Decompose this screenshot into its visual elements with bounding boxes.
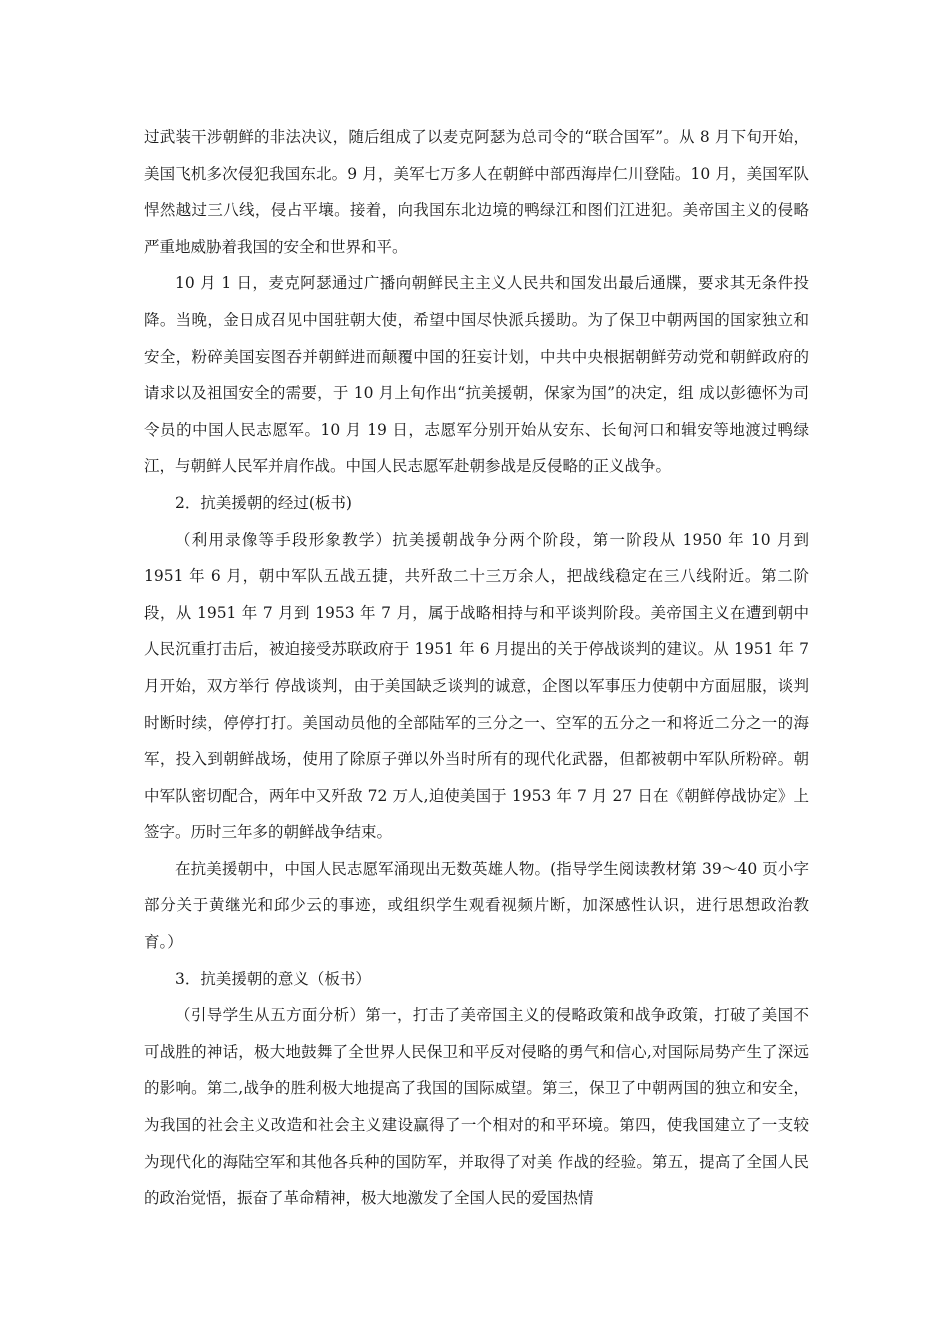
document-body [144,119,809,1217]
paragraph-two-stages: （利用录像等手段形象教学）抗美援朝战争分两个阶段，第一阶段从 1950 年 10 月到 1951 年 6 月，朝中军队五战五捷，共歼敌二十三万余人，把战线稳定在三八线附近。第二阶段，从 1951 年 7 月到 1953 年 7 月，属于战略相持与和平谈判阶段。美帝国主义在遭到朝中人民沉重打击后，被迫接受苏联政府于 1951 年 6 月提出的关于停战谈判的建议。从 1951 年 7 月开始，双方举行 停战谈判，由于美国缺乏谈判的诚意，企图以军事压力使朝中方面屈服，谈判时断时续，停停打打。美国动员他的全部陆军的三分之一、空军的五分之一和将近二分之一的海军，投入到朝鲜战场，使用了除原子弹以外当时所有的现代化武器，但都被朝中军队所粉碎。朝中军队密切配合，两年中又歼敌 72 万人,迫使美国于 1953 年 7 月 27 日在《朝鲜停战协定》上签字。历时三年多的朝鲜战争结束。 [144,530,809,842]
paragraph-un-resolution: 过武装干涉朝鲜的非法决议，随后组成了以麦克阿瑟为总司令的“联合国军”。从 8 月下旬开始，美国飞机多次侵犯我国东北。9 月，美军七万多人在朝鲜中部西海岸仁川登陆。10 月，美国军队悍然越过三八线，侵占平壤。接着，向我国东北边境的鸭绿江和图们江进犯。美帝国主义的侵略严重地威胁着我国的安全和世界和平。 [144,128,809,256]
paragraph-heroes: 在抗美援朝中，中国人民志愿军涌现出无数英雄人物。(指导学生阅读教材第 39～40 页小字部分关于黄继光和邱少云的事迹，或组织学生观看视频片断，加深感性认识，进行思想政治教育。） [144,859,809,952]
paragraph-five-aspects: （引导学生从五方面分析）第一，打击了美帝国主义的侵略政策和战争政策，打破了美国不可战胜的神话，极大地鼓舞了全世界人民保卫和平反对侵略的勇气和信心,对国际局势产生了深远的影响。第二,战争的胜利极大地提高了我国的国际威望。第三，保卫了中朝两国的独立和安全，为我国的社会主义改造和社会主义建设赢得了一个相对的和平环境。第四，使我国建立了一支较为现代化的海陆空军和其他各兵种的国防军，并取得了对美 作战的经验。第五，提高了全国人民的政治觉悟，振奋了革命精神，极大地激发了全国人民的爱国热情 [144,1006,809,1208]
paragraph-volunteer-army: 10 月 1 日，麦克阿瑟通过广播向朝鲜民主主义人民共和国发出最后通牒，要求其无条件投降。当晚，金日成召见中国驻朝大使，希望中国尽快派兵援助。为了保卫中朝两国的国家独立和安全，粉碎美国妄图吞并朝鲜进而颠覆中国的狂妄计划，中共中央根据朝鲜劳动党和朝鲜政府的请求以及祖国安全的需要，于 10 月上旬作出“抗美援朝，保家为国”的决定，组 成以彭德怀为司令员的中国人民志愿军。10 月 19 日，志愿军分别开始从安东、长甸河口和辑安等地渡过鸭绿江，与朝鲜人民军并肩作战。中国人民志愿军赴朝参战是反侵略的正义战争。 [144,274,809,476]
heading-significance: 3．抗美援朝的意义（板书） [175,969,371,988]
heading-course-of-war: 2．抗美援朝的经过(板书) [175,493,352,512]
